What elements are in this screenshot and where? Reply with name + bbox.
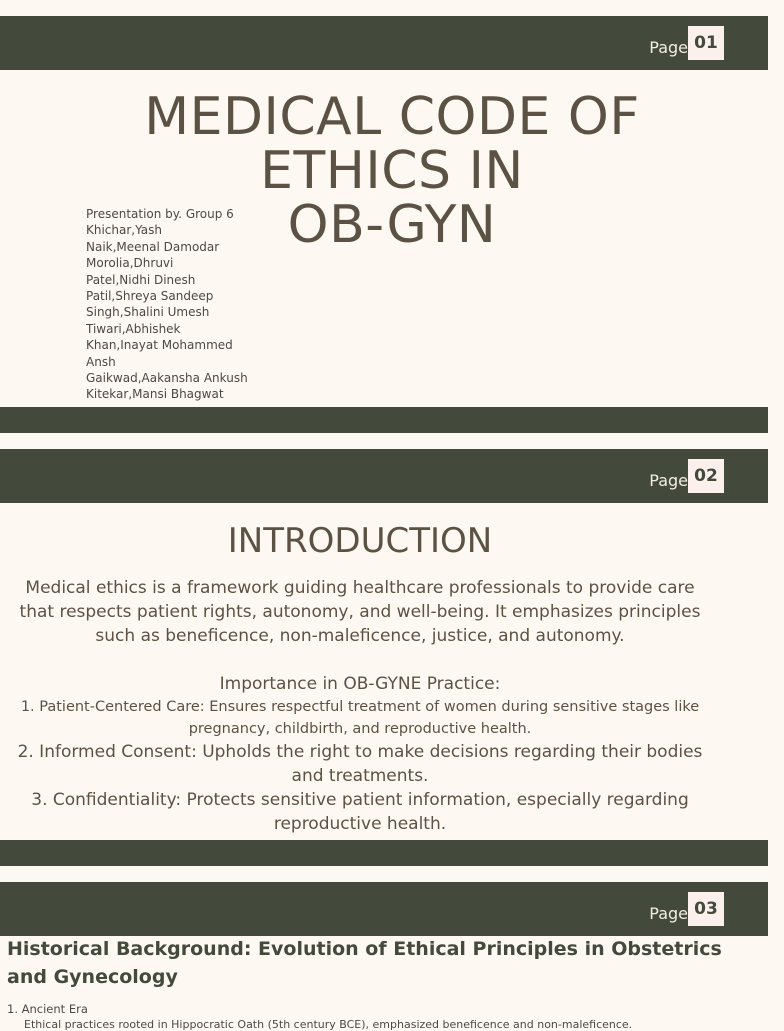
- author-line: Naik,Meenal Damodar: [86, 239, 220, 254]
- era-text: Ethical practices rooted in Hippocratic Oath (5th century BCE), emphasized beneficence and non-maleficence.: [24, 1018, 633, 1031]
- author-line: Khan,Inayat Mohammed: [86, 338, 233, 353]
- era-label: 1. Ancient Era: [7, 1002, 88, 1016]
- title-line: OB-GYN: [287, 195, 497, 255]
- title-line: MEDICAL CODE OF: [144, 87, 640, 147]
- page-label: Page: [649, 471, 688, 490]
- author-line: Tiwari,Abhishek: [86, 321, 181, 336]
- author-line: Ansh: [86, 354, 116, 369]
- section-heading: Historical Background: Evolution of Ethical Principles in Obstetrics and Gynecology: [7, 938, 722, 988]
- author-line: Singh,Shalini Umesh: [86, 305, 210, 320]
- importance-point: 2. Informed Consent: Upholds the right to make decisions regarding their bodies and treatments.: [17, 742, 703, 786]
- intro-body: [0, 576, 720, 860]
- intro-paragraph: Medical ethics is a framework guiding healthcare professionals to provide care that respects patient rights, autonomy, and well-being. It emphasizes principles such as beneficence, non-maleficence, justice, and autonomy.: [19, 578, 701, 646]
- section-title: INTRODUCTION: [227, 521, 493, 561]
- title-line: ETHICS IN: [260, 141, 524, 201]
- author-line: Presentation by. Group 6: [86, 207, 234, 221]
- slide-2-footer-bar: [0, 840, 768, 866]
- page-label: Page: [649, 904, 688, 923]
- page-number-badge: 03: [688, 892, 724, 926]
- author-line: Morolia,Dhruvi: [86, 256, 174, 271]
- author-list: [86, 206, 248, 403]
- page-label: Page: [649, 38, 688, 57]
- author-line: Patel,Nidhi Dinesh: [86, 272, 196, 287]
- author-line: Patil,Shreya Sandeep: [86, 289, 214, 304]
- slide-3: [0, 882, 768, 1031]
- importance-point: 1. Patient-Centered Care: Ensures respectful treatment of women during sensitive stages like pregnancy, childbirth, and reproductive health.: [20, 699, 700, 737]
- page-number-badge: 02: [688, 459, 724, 493]
- slide-2: [0, 449, 768, 866]
- page-number-badge: 01: [688, 26, 724, 60]
- slide-1-footer-bar: [0, 407, 768, 433]
- importance-point: 3. Confidentiality: Protects sensitive patient information, especially regarding reproductive health.: [31, 790, 689, 834]
- author-line: Gaikwad,Aakansha Ankush: [86, 371, 248, 386]
- author-line: Kitekar,Mansi Bhagwat: [86, 387, 224, 402]
- author-line: Khichar,Yash: [86, 223, 163, 238]
- importance-heading: Importance in OB-GYNE Practice:: [219, 674, 501, 694]
- slide-1: [0, 16, 768, 433]
